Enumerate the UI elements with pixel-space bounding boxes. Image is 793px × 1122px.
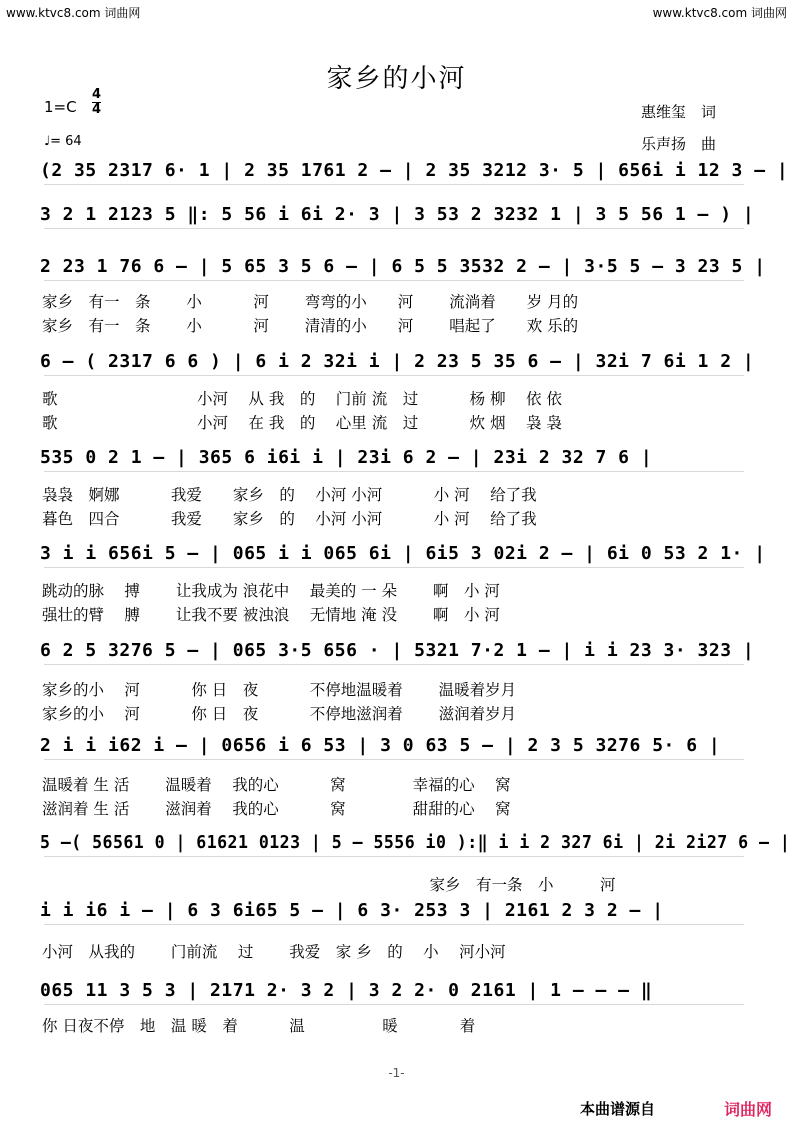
lyric-line-1: 小河 从我的 门前流 过 我爱 家 乡 的 小 河小河 (42, 943, 506, 961)
lyric-line-1: 家乡 有一条 小 河 (42, 876, 616, 894)
time-signature (92, 88, 101, 117)
composer: 乐声扬 曲 (641, 135, 717, 153)
notation-row: 6 – ( 2317 6 6 ) | 6 i 2 32i i | 2 23 5 35 6 – | 32i 7 6i 1 2 | (40, 351, 755, 372)
lyric-line-2: 歌 小河 在 我 的 心里 流 过 炊 烟 袅 袅 (42, 414, 562, 432)
source-logo[interactable]: 词曲网 (724, 1100, 773, 1119)
beam-line (44, 184, 744, 185)
lyric-line-2: 家乡 有一 条 小 河 清清的小 河 唱起了 欢 乐的 (42, 317, 579, 335)
lyric-line-2: 暮色 四合 我爱 家乡 的 小河 小河 小 河 给了我 (42, 510, 537, 528)
lyric-line-2: 强壮的臂 膊 让我不要 被浊浪 无情地 淹 没 啊 小 河 (42, 606, 500, 624)
beam-line (44, 924, 744, 925)
beam-line (44, 759, 744, 760)
time-sig-bottom: 4 (92, 102, 102, 117)
tempo-mark: ♩= 64 (44, 134, 82, 149)
beam-line (44, 1004, 744, 1005)
lyric-line-2: 滋润着 生 活 滋润着 我的心 窝 甜甜的心 窝 (42, 800, 511, 818)
lyric-line-1: 家乡 有一 条 小 河 弯弯的小 河 流淌着 岁 月的 (42, 293, 579, 311)
notation-row: 065 11 3 5 3 | 2171 2· 3 2 | 3 2 2· 0 2161 | 1 – – – ‖ (40, 980, 653, 1001)
lyric-line-1: 歌 小河 从 我 的 门前 流 过 杨 柳 依 依 (42, 390, 562, 408)
beam-line (44, 375, 744, 376)
notation-row: 5 –( 56561 0 | 61621 0123 | 5 – 5556 i0 ):‖ i i 2 327 6i | 2i 2i27 6 – | (40, 832, 791, 853)
notation-row: 535 0 2 1 – | 365 6 i6i i | 23i 6 2 – | 23i 2 32 7 6 | (40, 447, 653, 468)
beam-line (44, 280, 744, 281)
lyric-line-1: 跳动的脉 搏 让我成为 浪花中 最美的 一 朵 啊 小 河 (42, 582, 500, 600)
time-sig-top: 4 (92, 87, 102, 102)
lyric-line-1: 家乡的小 河 你 日 夜 不停地温暖着 温暖着岁月 (42, 681, 517, 699)
notation-row: i i i6 i – | 6 3 6i65 5 – | 6 3· 253 3 | 2161 2 3 2 – | (40, 900, 664, 921)
beam-line (44, 471, 744, 472)
beam-line (44, 567, 744, 568)
notation-row: 3 2 1 2123 5 ‖: 5 56 i 6i 2· 3 | 3 53 2 3232 1 | 3 5 56 1 – ) | (40, 204, 755, 225)
notation-row: 6 2 5 3276 5 – | 065 3·5 656 · | 5321 7·2 1 – | i i 23 3· 323 | (40, 640, 755, 661)
notation-row: (2 35 2317 6· 1 | 2 35 1761 2 – | 2 35 3212 3· 5 | 656i i 12 3 – | (40, 160, 789, 181)
notation-row: 2 23 1 76 6 – | 5 65 3 5 6 – | 6 5 5 3532 2 – | 3·5 5 – 3 23 5 | (40, 256, 766, 277)
lyric-line-1: 袅袅 婀娜 我爱 家乡 的 小河 小河 小 河 给了我 (42, 486, 537, 504)
key-signature: 1=C (44, 98, 77, 116)
lyricist: 惠维玺 词 (641, 103, 717, 121)
watermark-left: www.ktvc8.com 词曲网 (6, 6, 141, 20)
lyric-line-2: 家乡的小 河 你 日 夜 不停地滋润着 滋润着岁月 (42, 705, 517, 723)
beam-line (44, 856, 744, 857)
watermark-right: www.ktvc8.com 词曲网 (652, 6, 787, 20)
song-title: 家乡的小河 (326, 64, 467, 94)
notation-row: 3 i i 656i 5 – | 065 i i 065 6i | 6i5 3 02i 2 – | 6i 0 53 2 1· | (40, 543, 766, 564)
beam-line (44, 228, 744, 229)
lyric-line-1: 你 日夜不停 地 温 暖 着 温 暖 着 (42, 1017, 476, 1035)
page-number: -1- (388, 1066, 405, 1080)
lyric-line-1: 温暖着 生 活 温暖着 我的心 窝 幸福的心 窝 (42, 776, 511, 794)
source-label: 本曲谱源自 (580, 1100, 656, 1118)
beam-line (44, 664, 744, 665)
notation-row: 2 i i i62 i – | 0656 i 6 53 | 3 0 63 5 – | 2 3 5 3276 5· 6 | (40, 735, 721, 756)
